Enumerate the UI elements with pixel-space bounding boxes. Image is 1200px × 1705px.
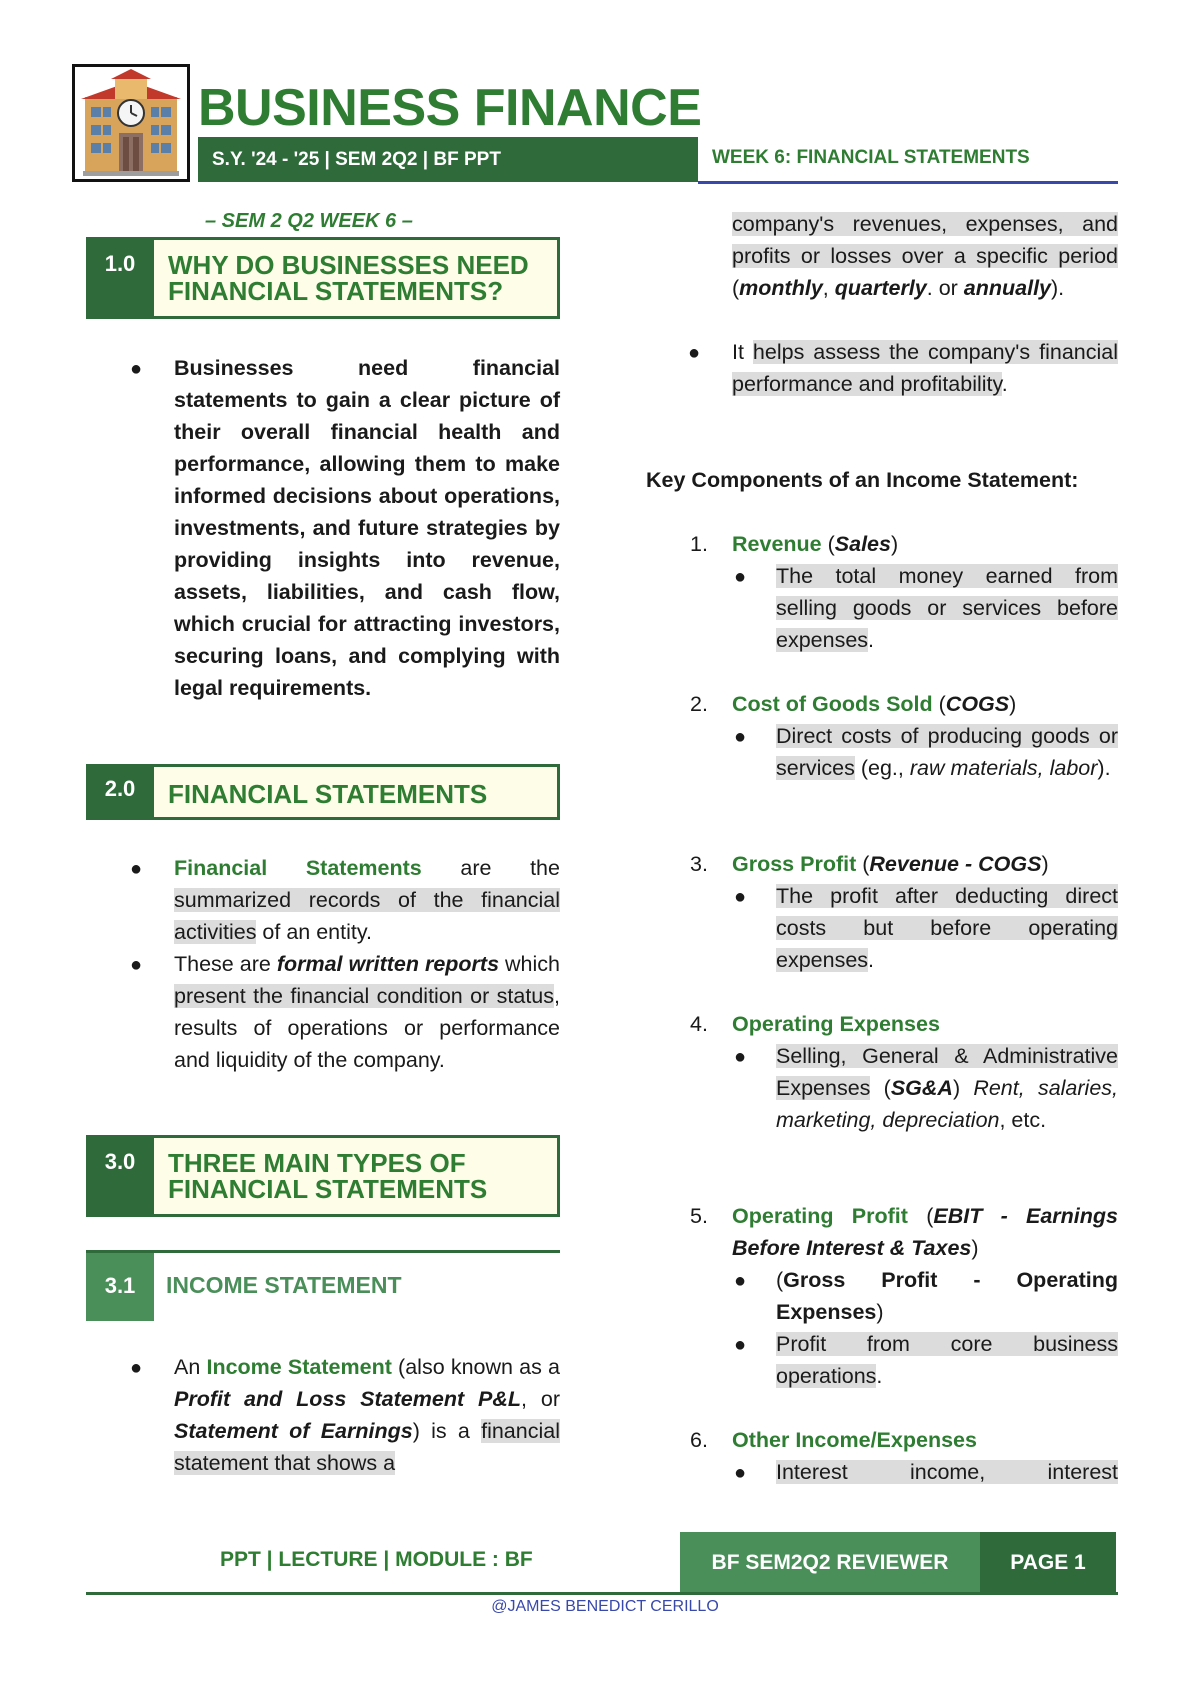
bullet-icon: ● — [130, 358, 143, 380]
highlight: helps assess the company's financial performance and profitability — [732, 340, 1118, 396]
text: It — [732, 340, 753, 364]
component-title — [732, 848, 1118, 880]
term: monthly — [739, 276, 823, 300]
component-title — [732, 688, 1118, 720]
list-number: 2. — [690, 692, 708, 716]
section-header-3 — [86, 1135, 560, 1217]
term: Cost of Goods Sold — [732, 692, 933, 716]
footer-divider — [86, 1592, 1118, 1595]
text: , — [822, 276, 835, 300]
section-header-1 — [86, 237, 560, 319]
component-desc — [776, 720, 1118, 784]
list-number: 4. — [690, 1012, 708, 1036]
text: . or — [926, 276, 964, 300]
highlight: summarized records of the financial activities — [174, 888, 560, 944]
text: ( — [856, 852, 870, 876]
header-divider — [698, 181, 1118, 184]
term: SG&A — [890, 1076, 953, 1100]
author-credit: @JAMES BENEDICT CERILLO — [491, 1598, 719, 1615]
bullet-icon: ● — [734, 886, 747, 908]
logo — [72, 64, 190, 182]
key-components-heading: Key Components of an Income Statement: — [646, 468, 1079, 492]
highlight: Direct costs of producing goods or services — [776, 724, 1118, 780]
text: . — [876, 1364, 883, 1388]
term: annually — [963, 276, 1052, 300]
text: which — [499, 952, 561, 976]
s2-bullet-1 — [174, 852, 560, 948]
text: ) — [1009, 692, 1017, 716]
text: . — [868, 628, 875, 652]
term: formal written reports — [276, 952, 500, 976]
component-title — [732, 1424, 1118, 1456]
section-title: INCOME STATEMENT — [166, 1272, 402, 1298]
bullet-icon: ● — [130, 858, 143, 880]
s31-bullet-1-part2 — [732, 208, 1118, 304]
bullet-icon: ● — [734, 726, 747, 748]
s1-paragraph: Businesses need financial statements to gain a clear picture of their overall financial health and performance, allowing them to make informed decisions about operations, investments, and future strategies by providing insights into revenue, assets, liabilities, and cash flow, which crucial for attracting investors, securing loans, and complying with legal requirements. — [174, 356, 560, 700]
term: Financial Statements — [174, 856, 422, 880]
highlight: present the financial condition or status — [174, 984, 555, 1008]
text: ( — [932, 692, 946, 716]
component-desc — [776, 880, 1118, 976]
highlight: financial statement that shows a — [174, 1419, 560, 1475]
text: of an entity. — [256, 920, 372, 944]
section-header-3-1 — [86, 1250, 560, 1321]
text: ) — [971, 1236, 979, 1260]
footer-box — [680, 1532, 1116, 1594]
bullet-icon: ● — [734, 1270, 747, 1292]
text: , etc. — [999, 1108, 1047, 1132]
term: Income Statement — [206, 1355, 392, 1379]
subtitle-bar: S.Y. '24 - '25 | SEM 2Q2 | BF PPT — [198, 137, 698, 182]
term: Sales — [834, 532, 891, 556]
bullet-icon: ● — [130, 1357, 143, 1379]
component-desc — [776, 1264, 1118, 1328]
text: are the — [421, 856, 560, 880]
text: , results of operations or performance and liquidity of the company. — [174, 984, 560, 1072]
term: Operating Profit — [732, 1204, 908, 1228]
text: ( — [870, 1076, 891, 1100]
text: ) — [952, 1076, 974, 1100]
term: Profit and Loss Statement P&L — [174, 1387, 522, 1411]
text: , or — [521, 1387, 560, 1411]
component-desc — [776, 1328, 1118, 1392]
section-number: 3.1 — [86, 1253, 154, 1321]
text: . — [1001, 372, 1008, 396]
bullet-icon: ● — [734, 1046, 747, 1068]
text: ) — [876, 1300, 884, 1324]
section-number: 2.0 — [86, 764, 154, 820]
s2-bullet-2 — [174, 948, 560, 1076]
term: Statement of Earnings — [174, 1419, 413, 1443]
week-label: WEEK 6: FINANCIAL STATEMENTS — [712, 147, 1030, 168]
component-title — [732, 1200, 1118, 1264]
text: ( — [907, 1204, 934, 1228]
term: Operating Expenses — [732, 1012, 940, 1036]
term: COGS — [945, 692, 1010, 716]
text: An — [174, 1355, 207, 1379]
term: Other Income/Expenses — [732, 1428, 977, 1452]
text: raw materials, labor — [909, 756, 1098, 780]
highlight: Selling, General & Administrative Expenses — [776, 1044, 1118, 1100]
text: ) — [890, 532, 899, 556]
week-subheading: – SEM 2 Q2 WEEK 6 – — [205, 210, 413, 232]
page-number: PAGE 1 — [980, 1532, 1116, 1594]
text: Rent, salaries, marketing, depreciation — [776, 1076, 1118, 1132]
bullet-icon: ● — [688, 342, 701, 364]
highlight: The profit after deducting direct costs but before operating expenses — [776, 884, 1118, 972]
section-title: THREE MAIN TYPES OF FINANCIAL STATEMENTS — [154, 1135, 560, 1217]
term: Revenue — [732, 532, 822, 556]
text: ) is a — [412, 1419, 482, 1443]
list-number: 5. — [690, 1204, 708, 1228]
text: These are — [174, 952, 277, 976]
term: Gross Profit - Operating Expenses — [776, 1268, 1118, 1324]
highlight: company's revenues, expenses, and profits or losses over a specific period — [732, 212, 1118, 268]
list-number: 3. — [690, 852, 708, 876]
text: ( — [732, 276, 740, 300]
list-number: 1. — [690, 532, 708, 556]
component-title — [732, 528, 1118, 560]
text: ). — [1051, 276, 1065, 300]
section-number: 3.0 — [86, 1135, 154, 1217]
text: ). — [1097, 756, 1111, 780]
term: Revenue - COGS — [869, 852, 1042, 876]
term: quarterly — [834, 276, 927, 300]
highlight: The total money earned from selling goods or services before expenses — [776, 564, 1118, 652]
term: Gross Profit — [732, 852, 857, 876]
component-title — [732, 1008, 1118, 1040]
component-desc — [776, 560, 1118, 656]
highlight: Profit from core business operations — [776, 1332, 1118, 1388]
text: ) — [1041, 852, 1049, 876]
text: ( — [776, 1268, 784, 1292]
s31-bullet-1-part1 — [174, 1351, 560, 1479]
component-desc — [776, 1040, 1118, 1136]
footer-label: PPT | LECTURE | MODULE : BF — [220, 1548, 533, 1571]
bullet-icon: ● — [734, 566, 747, 588]
text: . — [868, 948, 875, 972]
list-number: 6. — [690, 1428, 708, 1452]
text: (eg., — [854, 756, 910, 780]
component-desc — [776, 1456, 1118, 1488]
section-number: 1.0 — [86, 237, 154, 319]
text: (also known as a — [391, 1355, 560, 1379]
reviewer-label: BF SEM2Q2 REVIEWER — [680, 1532, 980, 1594]
section-title: WHY DO BUSINESSES NEED FINANCIAL STATEMENTS? — [154, 237, 560, 319]
section-header-2 — [86, 764, 560, 820]
page-title: BUSINESS FINANCE — [198, 79, 702, 137]
highlight: Interest income, interest — [776, 1460, 1118, 1484]
bullet-icon: ● — [130, 954, 143, 976]
text: ( — [821, 532, 835, 556]
building-icon — [75, 67, 187, 179]
section-title: FINANCIAL STATEMENTS — [154, 764, 560, 820]
bullet-icon: ● — [734, 1462, 747, 1484]
term: EBIT - Earnings Before Interest & Taxes — [732, 1204, 1118, 1260]
bullet-icon: ● — [734, 1334, 747, 1356]
s31-bullet-2 — [732, 336, 1118, 400]
